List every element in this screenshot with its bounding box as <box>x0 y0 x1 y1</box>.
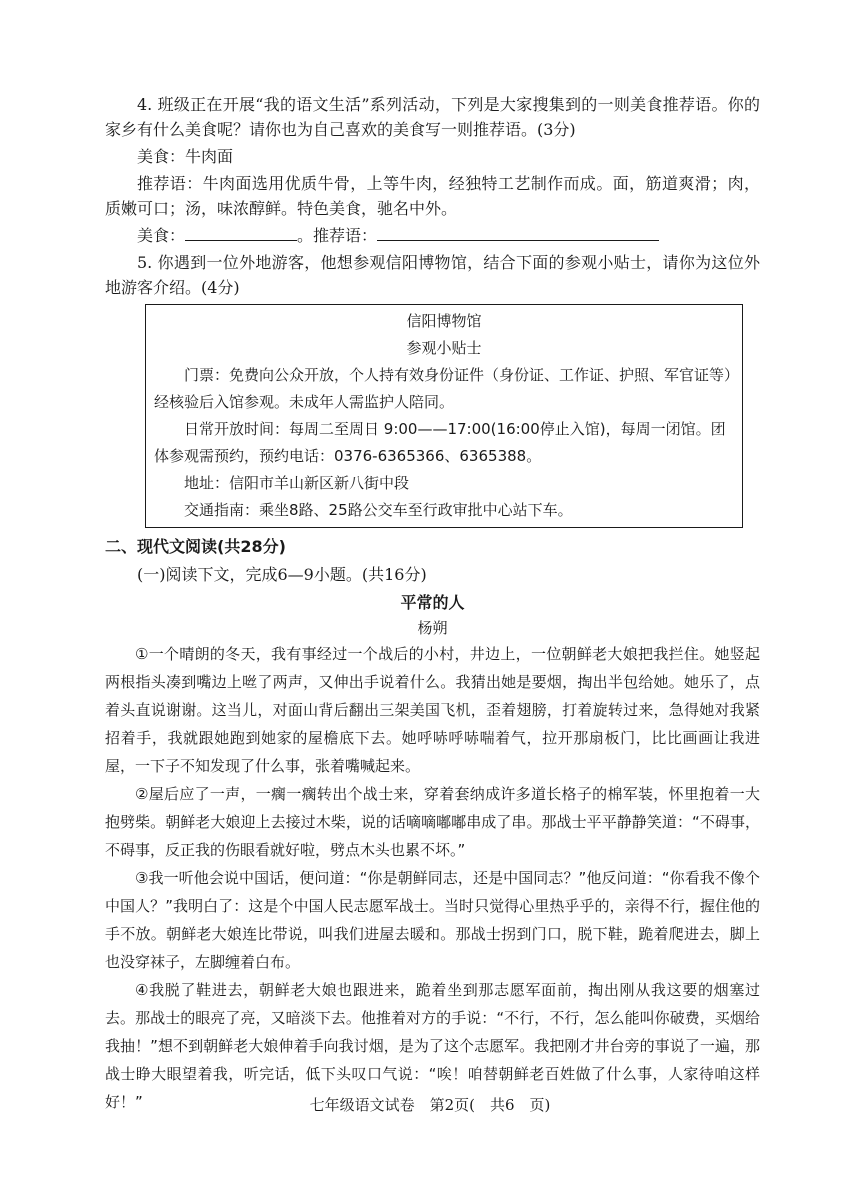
museum-tips-box <box>145 304 743 528</box>
museum-tips-hours: 日常开放时间：每周二至周日 9:00——17:00(16:00停止入馆)，每周一闭馆。团体参观需预约，预约电话：0376-6365366、6365388。 <box>154 420 726 465</box>
question-4-prompt: 4. 班级正在开展“我的语文生活”系列活动，下列是大家搜集到的一则美食推荐语。你的家乡有什么美食呢？请你也为自己喜欢的美食写一则推荐语。(3分) <box>105 95 760 139</box>
museum-tips-address: 地址：信阳市羊山新区新八街中段 <box>184 474 410 492</box>
question-4-recommend-example: 推荐语：牛肉面选用优质牛骨，上等牛肉，经独特工艺制作而成。面，筋道爽滑；肉，质嫩可口；汤，味浓醇鲜。特色美食，驰名中外。 <box>105 174 760 218</box>
article-paragraph-2: ②屋后应了一声，一瘸一瘸转出个战士来，穿着套纳成许多道长格子的棉军装，怀里抱着一大抱劈柴。朝鲜老大娘迎上去接过木柴，说的话嘀嘀嘟嘟串成了串。那战士平平静静笑道：“不碍事，不碍事，反正我的伤眼看就好啦，劈点木头也累不坏。” <box>105 785 760 859</box>
answer-food-label: 美食： <box>137 226 186 245</box>
answer-recommend-blank[interactable] <box>377 223 659 241</box>
article-paragraph-1: ①一个晴朗的冬天，我有事经过一个战后的小村，井边上，一位朝鲜老大娘把我拦住。她竖起两根指头凑到嘴边上咝了两声，又伸出手说着什么。我猜出她是要烟，掏出半包给她。她乐了，点着头直说谢谢。这当儿，对面山背后翻出三架美国飞机，歪着翅膀，打着旋转过来，急得她对我紧招着手，我就跟她跑到她家的屋檐底下去。她呼哧呼哧喘着气，拉开那扇板门，比比画画让我进屋，一下子不知发现了什么事，张着嘴喊起来。 <box>105 645 760 775</box>
section-2-heading: 二、现代文阅读(共28分) <box>105 537 286 556</box>
museum-tips-ticket: 门票：免费向公众开放，个人持有效身份证件（身份证、工作证、护照、军官证等）经核验后入馆参观。未成年人需监护人陪同。 <box>154 366 732 411</box>
answer-recommend-label: 。推荐语： <box>297 226 378 245</box>
article-paragraph-3: ③我一听他会说中国话，便问道：“你是朝鲜同志，还是中国同志？”他反问道：“你看我不像个中国人？”我明白了：这是个中国人民志愿军战士。当时只觉得心里热乎乎的，亲得不行，握住他的手不放。朝鲜老大娘连比带说，叫我们进屋去暖和。那战士拐到门口，脱下鞋，跪着爬进去，脚上也没穿袜子，左脚缠着白布。 <box>105 869 760 971</box>
page-footer: 七年级语文试卷 第2页( 共6 页) <box>309 1096 551 1114</box>
article-title: 平常的人 <box>400 593 465 612</box>
page-content <box>105 92 760 1116</box>
museum-tips-transport: 交通指南：乘坐8路、25路公交车至行政审批中心站下车。 <box>184 501 573 519</box>
answer-food-blank[interactable] <box>185 223 297 241</box>
question-4-food-example: 美食：牛肉面 <box>137 147 234 166</box>
article-author: 杨朔 <box>417 619 448 637</box>
museum-tips-subtitle: 参观小贴士 <box>406 339 482 357</box>
question-4-answer-line <box>105 223 760 248</box>
section-2-subheading: (一)阅读下文，完成6—9小题。(共16分) <box>137 565 427 584</box>
article-paragraph-4: ④我脱了鞋进去，朝鲜老大娘也跟进来，跪着坐到那志愿军面前，掏出刚从我这要的烟塞过去。那战士的眼亮了亮，又暗淡下去。他推着对方的手说：“不行，不行，怎么能叫你破费，买烟给我抽！”想不到朝鲜老大娘伸着手向我讨烟，是为了这个志愿军。我把刚才井台旁的事说了一遍，那战士睁大眼望着我，听完话，低下头叹口气说：“唉！咱替朝鲜老百姓做了什么事，人家待咱这样好！” <box>105 981 760 1111</box>
museum-tips-title: 信阳博物馆 <box>406 312 482 330</box>
question-5-prompt: 5. 你遇到一位外地游客，他想参观信阳博物馆，结合下面的参观小贴士，请你为这位外地游客介绍。(4分) <box>105 253 760 297</box>
